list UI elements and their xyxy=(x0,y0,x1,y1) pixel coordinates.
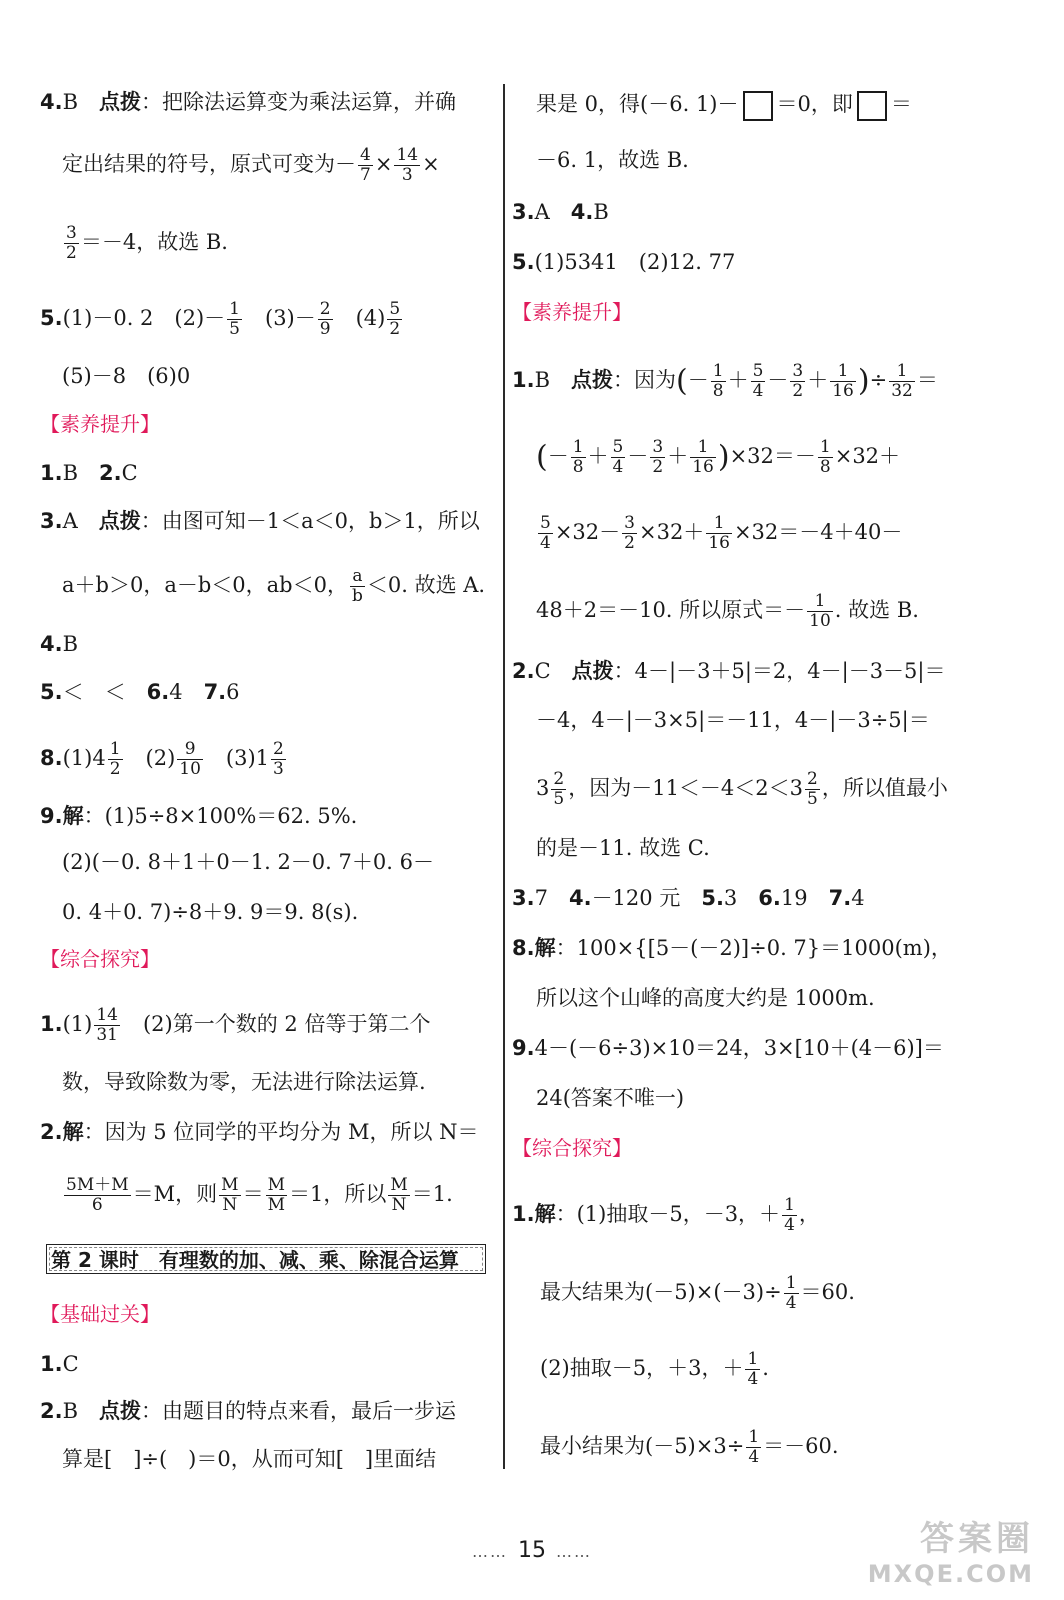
left-line-3: $\frac{3}{2}$ ＝－4，故选 B. xyxy=(66,223,228,263)
right-line-13: 3.7 4.－120 元 5.3 6.19 7.4 xyxy=(512,886,865,910)
page-number: …… 15 …… xyxy=(472,1538,592,1563)
left-line-11: 8.(1)4 $\frac{1}{2}$ (2) $\frac{9}{10}$ (3)1 $\frac{2}{3}$ xyxy=(40,739,284,779)
left-line-2: 定出结果的符号，原式可变为－ $\frac{4}{7}$ × $\frac{14}{3}$ × xyxy=(62,145,440,185)
blank-box xyxy=(857,91,887,121)
right-line-12: 的是－11. 故选 C. xyxy=(536,836,710,860)
section-heading-suyang-left: 【素养提升】 xyxy=(40,412,160,436)
right-line-10: －4，4－|－3×5|＝－11，4－|－3÷5|＝ xyxy=(536,708,930,732)
left-line-5: (5)－8 (6)0 xyxy=(62,364,191,388)
left-line-7: 3.A 点拨：由图可知－1＜a＜0，b＞1，所以 xyxy=(40,509,480,533)
right-line-20: (2)抽取－5，＋3，＋ $\frac{1}{4}$ . xyxy=(540,1349,769,1389)
section-heading-suyang-right: 【素养提升】 xyxy=(512,300,632,324)
section-heading-zonghe-left: 【综合探究】 xyxy=(40,947,160,971)
left-line-13: (2)(－0. 8＋1＋0－1. 2－0. 7＋0. 6－ xyxy=(62,850,434,874)
blank-box xyxy=(743,91,773,121)
left-line-1: 4.B 点拨：把除法运算变为乘法运算，并确 xyxy=(40,90,457,114)
left-line-16: 数，导致除数为零，无法进行除法运算. xyxy=(62,1070,426,1094)
right-line-11: 3 $\frac{2}{5}$ ，因为－11＜－4＜2＜3 $\frac{2}{5}$ ，所以值最小 xyxy=(536,769,948,809)
right-line-7: $\frac{5}{4}$ ×32－ $\frac{3}{2}$ ×32＋ $\frac{1}{16}$ ×32＝－4＋40－ xyxy=(540,513,903,553)
left-line-14: 0. 4＋0. 7)÷8＋9. 9＝9. 8(s). xyxy=(62,900,359,924)
left-line-20: 2.B 点拨：由题目的特点来看，最后一步运 xyxy=(40,1399,457,1423)
left-line-12: 9.解：(1)5÷8×100%＝62. 5%. xyxy=(40,804,358,828)
section-heading-jichu: 【基础过关】 xyxy=(40,1302,160,1326)
lesson-title: 第 2 课时 有理数的加、减、乘、除混合运算 xyxy=(46,1244,486,1274)
right-line-19: 最大结果为(－5)×(－3)÷ $\frac{1}{4}$ ＝60. xyxy=(540,1273,855,1313)
left-line-15: 1.(1) $\frac{14}{31}$ (2)第一个数的 2 倍等于第二个 xyxy=(40,1005,431,1045)
left-line-9: 4.B xyxy=(40,632,79,656)
left-line-19: 1.C xyxy=(40,1352,79,1376)
right-line-4: 5.(1)5341 (2)12. 77 xyxy=(512,250,736,274)
left-line-17: 2.解：因为 5 位同学的平均分为 M，所以 N＝ xyxy=(40,1120,479,1144)
right-line-16: 9.4－(－6÷3)×10＝24，3×[10＋(4－6)]＝ xyxy=(512,1036,944,1060)
right-line-8: 48＋2＝－10. 所以原式＝－ $\frac{1}{10}$ . 故选 B. xyxy=(536,591,919,631)
left-line-21: 算是[ ]÷( )＝0，从而可知[ ]里面结 xyxy=(62,1447,437,1471)
right-line-3: 3.A 4.B xyxy=(512,200,609,224)
right-line-15: 所以这个山峰的高度大约是 1000m. xyxy=(536,986,875,1010)
watermark-logo: 答案圈 MXQE.COM xyxy=(867,1519,1034,1588)
right-line-14: 8.解：100×{[5－(－2)]÷0. 7}＝1000(m)， xyxy=(512,936,952,960)
left-line-10: 5.＜ ＜ 6.4 7.6 xyxy=(40,680,240,704)
right-line-18: 1.解：(1)抽取－5，－3，＋ $\frac{1}{4}$ ， xyxy=(512,1195,820,1235)
right-line-1: 果是 0，得(－6. 1)－ ＝0，即 ＝ xyxy=(536,90,912,121)
right-line-21: 最小结果为(－5)×3÷ $\frac{1}{4}$ ＝－60. xyxy=(540,1427,839,1467)
left-line-8: a＋b＞0，a－b＜0，ab＜0， $\frac{a}{b}$ ＜0. 故选 A. xyxy=(62,566,486,606)
left-line-6: 1.B 2.C xyxy=(40,461,138,485)
left-line-18: $\frac{5M+M}{6}$ ＝M，则 $\frac{M}{N}$ ＝ $\frac{M}{M}$ ＝1，所以 $\frac{M}{N}$ ＝1. xyxy=(66,1175,453,1215)
right-line-5: 1.B 点拨：因为(－ $\frac{1}{8}$ ＋ $\frac{5}{4}$ － $\frac{3}{2}$ ＋ $\frac{1}{16}$ )÷ $\frac{1}{32}$ ＝ xyxy=(512,361,938,401)
right-line-2: －6. 1，故选 B. xyxy=(536,148,689,172)
right-line-6: (－ $\frac{1}{8}$ ＋ $\frac{5}{4}$ － $\frac{3}{2}$ ＋ $\frac{1}{16}$ )×32＝－ $\frac{1}{8}$ ×32＋ xyxy=(536,437,901,477)
left-line-4: 5.(1)－0. 2 (2)－ $\frac{1}{5}$ (3)－ $\frac{2}{9}$ (4) $\frac{5}{2}$ xyxy=(40,299,401,339)
right-line-9: 2.C 点拨：4－|－3＋5|＝2，4－|－3－5|＝ xyxy=(512,659,946,683)
right-line-17: 24(答案不唯一) xyxy=(536,1086,685,1110)
column-divider xyxy=(503,84,505,1469)
section-heading-zonghe-right: 【综合探究】 xyxy=(512,1136,632,1160)
